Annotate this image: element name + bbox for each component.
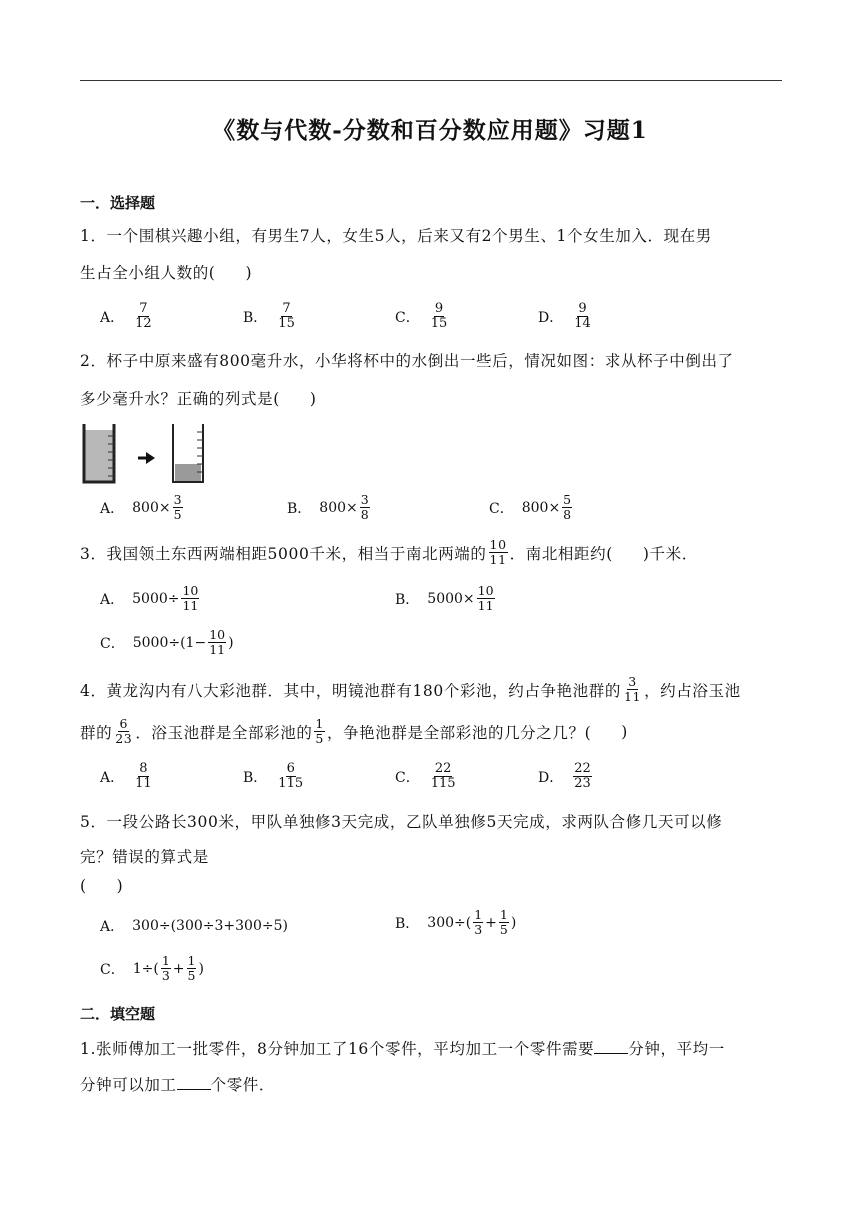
q5-line3: ( ) [80,877,124,895]
fraction: $\frac{9}{15}$ [430,301,448,331]
q5-option-a[interactable]: A． 300÷(300÷3+300÷5) [100,918,288,935]
q1-option-a[interactable]: A． $\frac{7}{12}$ [100,301,152,331]
q4-option-c[interactable]: C． $\frac{22}{115}$ [395,761,456,791]
page-title: 《数与代数-分数和百分数应用题》习题1 [212,117,648,144]
q1-option-b[interactable]: B． $\frac{7}{15}$ [243,301,295,331]
fraction: $\frac{9}{14}$ [574,301,591,331]
q4-line2: 群的 $\frac{6}{23}$ ．浴玉池群是全部彩池的 $\frac{1}{5}$ ，争艳池群是全部彩池的几分之几？( ) [80,716,628,746]
fraction: $\frac{8}{11}$ [135,761,152,791]
q5-line1: 5．一段公路长300米，甲队单独修3天完成，乙队单独修5天完成，求两队合修几天可以修 [80,813,723,831]
fraction: $\frac{10}{11}$ [477,583,494,613]
fraction: $\frac{1}{3}$ [474,907,483,937]
fraction: $\frac{22}{115}$ [430,761,456,791]
answer-blank[interactable] [177,1075,211,1090]
header-rule [80,80,782,81]
section-heading-fill: 二．填空题 [80,1005,156,1023]
q5-option-c[interactable]: C． 1÷( $\frac{1}{3}$ + $\frac{1}{5}$ ) [100,953,204,983]
arrow-icon [138,452,155,464]
fraction: $\frac{10}{11}$ [182,583,199,613]
fraction: $\frac{10}{11}$ [209,627,226,657]
q5-option-b[interactable]: B． 300÷( $\frac{1}{3}$ + $\frac{1}{5}$ ) [395,907,517,937]
fraction: $\frac{1}{3}$ [161,953,170,983]
answer-blank[interactable] [594,1039,628,1054]
q2-option-b[interactable]: B． 800× $\frac{3}{8}$ [287,492,369,522]
fraction: $\frac{7}{12}$ [135,301,152,331]
fraction: $\frac{1}{5}$ [187,953,196,983]
q5-line2: 完？错误的算式是 [80,848,209,866]
fraction: $\frac{7}{15}$ [278,301,295,331]
fraction: $\frac{6}{115}$ [278,761,304,791]
fraction: $\frac{1}{5}$ [499,907,508,937]
partial-cup [173,424,203,482]
section-heading-choice: 一．选择题 [80,194,156,212]
q3-option-a[interactable]: A． 5000÷ $\frac{10}{11}$ [100,583,199,613]
q2-line1: 2．杯子中原来盛有800毫升水，小华将杯中的水倒出一些后，情况如图：求从杯子中倒出了 [80,352,734,370]
q2-option-c[interactable]: C． 800× $\frac{5}{8}$ [489,492,572,522]
fraction: $\frac{3}{5}$ [173,492,182,522]
q4-option-a[interactable]: A． $\frac{8}{11}$ [100,761,152,791]
q2-option-a[interactable]: A． 800× $\frac{3}{5}$ [100,492,182,522]
fraction: $\frac{22}{23}$ [574,761,591,791]
q1-line1: 1．一个围棋兴趣小组，有男生7人，女生5人，后来又有2个男生、1个女生加入．现在男 [80,227,712,245]
q4-line1: 4．黄龙沟内有八大彩池群．其中，明镜池群有180个彩池，约占争艳池群的 $\frac{3}{11}$ ，约占浴玉池 [80,674,741,704]
fraction: $\frac{1}{5}$ [315,716,324,746]
fraction: $\frac{5}{8}$ [563,492,572,522]
full-cup [84,424,114,482]
fill1-line1: 1.张师傅加工一批零件，8分钟加工了16个零件，平均加工一个零件需要 分钟，平均一 [80,1040,725,1058]
q1-line2: 生占全小组人数的( ) [80,264,253,282]
q1-option-c[interactable]: C． $\frac{9}{15}$ [395,301,448,331]
q3-option-c[interactable]: C． 5000÷(1− $\frac{10}{11}$ ) [100,627,234,657]
fill1-line2: 分钟可以加工 个零件． [80,1076,276,1094]
fraction: $\frac{3}{8}$ [360,492,369,522]
q2-line2: 多少毫升水？正确的列式是( ) [80,390,317,408]
fraction: $\frac{6}{23}$ [115,716,133,746]
q4-option-b[interactable]: B． $\frac{6}{115}$ [243,761,304,791]
q1-option-d[interactable]: D． $\frac{9}{14}$ [538,301,591,331]
q4-option-d[interactable]: D． $\frac{22}{23}$ [538,761,591,791]
cup-illustration [80,420,220,486]
fraction: $\frac{3}{11}$ [623,674,642,704]
q3-option-b[interactable]: B． 5000× $\frac{10}{11}$ [395,583,494,613]
q3-line1: 3．我国领土东西两端相距5000千米，相当于南北两端的 $\frac{10}{11}$ ．南北相距约( )千米． [80,537,698,567]
fraction: $\frac{10}{11}$ [489,537,507,567]
